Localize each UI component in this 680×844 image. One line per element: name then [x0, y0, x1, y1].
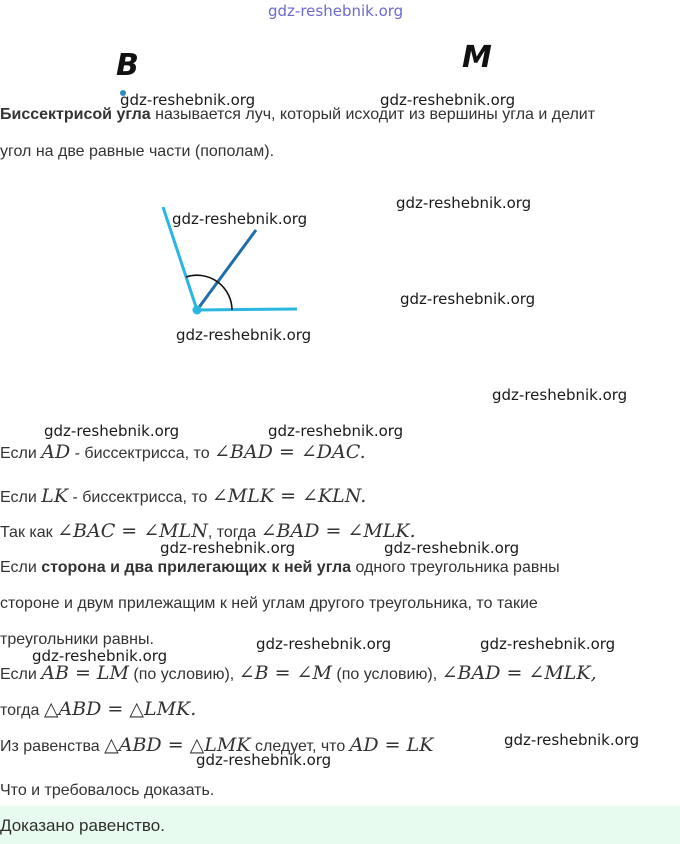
watermark: gdz-reshebnik.org [196, 751, 332, 769]
math-angles-bad-mlk-2: ∠BAD = ∠MLK, [441, 662, 597, 684]
proof-line-6: треугольники равны. [0, 631, 154, 648]
math-angle-b-m: ∠B = ∠M [238, 662, 332, 684]
angle-ray-lower [197, 309, 297, 310]
criterion-bold: сторона и два прилегающих к ней угла [41, 559, 352, 576]
watermark: gdz-reshebnik.org [32, 647, 168, 665]
math-triangles-equal: △ABD = △LMK. [43, 698, 197, 720]
watermark: gdz-reshebnik.org [176, 326, 312, 344]
math-angles-bad-dac: ∠BAD = ∠DAC. [214, 441, 366, 463]
vertex-point [193, 306, 202, 315]
watermark: gdz-reshebnik.org [504, 731, 640, 749]
label-m: M [462, 40, 492, 75]
watermark: gdz-reshebnik.org [268, 422, 404, 440]
proof-line-1: Если AD - биссектрисса, то ∠BAD = ∠DAC. [0, 441, 366, 463]
math-angles-mlk-kln: ∠MLK = ∠KLN. [211, 485, 367, 507]
watermark: gdz-reshebnik.org [256, 635, 392, 653]
definition-line-2: угол на две равные части (пополам). [0, 143, 275, 160]
watermark: gdz-reshebnik.org [120, 91, 256, 109]
watermark: gdz-reshebnik.org [396, 194, 532, 212]
watermark-top: gdz-reshebnik.org [268, 2, 404, 20]
math-angles-bad-mlk: ∠BAD = ∠MLK. [260, 520, 416, 542]
proof-line-2: Если LK - биссектрисса, то ∠MLK = ∠KLN. [0, 485, 367, 507]
conclusion-banner [0, 806, 680, 844]
proof-line-3: Так как ∠BAC = ∠MLN, тогда ∠BAD = ∠MLK. [0, 520, 416, 542]
proof-line-5: стороне и двум прилежащим к ней углам другого треугольника, то такие [0, 595, 538, 612]
bisector-ray [197, 230, 256, 310]
watermark: gdz-reshebnik.org [172, 210, 308, 228]
math-triangles-equal-2: △ABD = △LMK [104, 734, 251, 756]
watermark: gdz-reshebnik.org [44, 422, 180, 440]
conclusion-text: Доказано равенство. [0, 816, 165, 835]
watermark: gdz-reshebnik.org [492, 386, 628, 404]
watermark: gdz-reshebnik.org [160, 539, 296, 557]
watermark: gdz-reshebnik.org [480, 635, 616, 653]
watermark: gdz-reshebnik.org [384, 539, 520, 557]
definition-text: называется луч, который исходит из вершины угла и делит [150, 106, 596, 123]
math-ad-lk: AD = LK [349, 734, 434, 756]
proof-line-4: Если сторона и два прилегающих к ней угла одного треугольника равны [0, 559, 560, 576]
definition-line-1 [0, 106, 595, 124]
proof-line-8: тогда △ABD = △LMK. [0, 698, 197, 720]
watermark: gdz-reshebnik.org [380, 91, 516, 109]
proof-line-7: Если AB = LM (по условию), ∠B = ∠M (по условию), ∠BAD = ∠MLK, [0, 662, 597, 684]
math-ab-lm: AB = LM [41, 662, 129, 684]
math-lk: LK [41, 485, 69, 507]
definition-term: Биссектрисой угла [0, 106, 151, 123]
math-angles-bac-mln: ∠BAC = ∠MLN [57, 520, 208, 542]
proof-line-9: Из равенства △ABD = △LMK следует, что AD = LK [0, 734, 434, 756]
proof-line-10: Что и требовалось доказать. [0, 782, 215, 799]
label-b: B [116, 48, 139, 83]
math-ad: AD [41, 441, 71, 463]
watermark: gdz-reshebnik.org [400, 290, 536, 308]
